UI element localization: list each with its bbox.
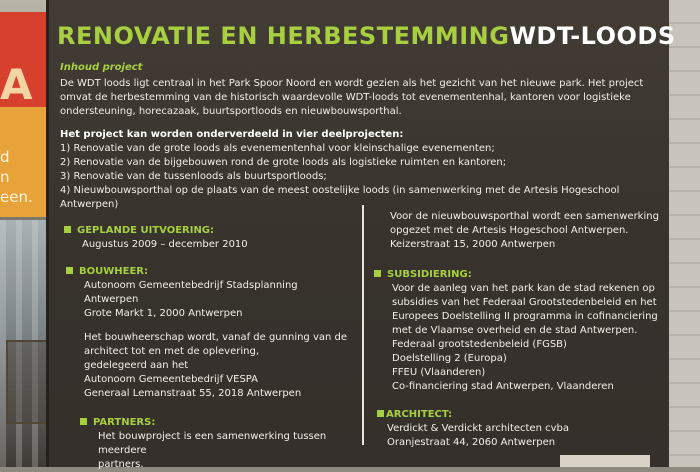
poster-big-letter: A <box>0 60 33 109</box>
section-architect <box>377 408 662 450</box>
list-item: 1) Renovatie van de grote loods als evenementenhal voor kleinschalige evenementen; <box>60 143 495 154</box>
bouwheer-para-line: gedelegeerd aan het <box>84 360 189 371</box>
inhoud-label: Inhoud project <box>60 62 143 73</box>
uitvoering-heading: GEPLANDE UITVOERING: <box>77 225 215 236</box>
architect-line: Oranjestraat 44, 2060 Antwerpen <box>387 437 556 448</box>
bouwheer-line: Antwerpen <box>84 294 139 305</box>
bullet-square <box>64 226 71 233</box>
section-subsidiering <box>374 268 664 394</box>
subsidiering-line: Federaal grootstedenbeleid (FGSB) <box>392 339 567 350</box>
poster-text <box>0 147 33 207</box>
poster-line: een. <box>0 188 33 206</box>
poster-line: n <box>0 168 10 186</box>
section-partners <box>80 416 365 472</box>
subsidiering-line: met de Vlaamse overheid en de stad Antwerpen. <box>392 325 638 336</box>
bouwheer-lines <box>84 279 361 321</box>
partners-line: Het bouwproject is een samenwerking tussen meerdere <box>98 431 327 456</box>
bouwheer-heading: BOUWHEER: <box>79 266 149 277</box>
bouwheer-para-line: Generaal Lemanstraat 55, 2018 Antwerpen <box>84 388 302 399</box>
column-divider <box>362 205 364 445</box>
poster-line: d <box>0 148 10 166</box>
section-bouwheer <box>66 265 361 401</box>
architect-line: Verdickt & Verdickt architecten cvba <box>387 423 569 434</box>
subsidiering-lines <box>392 282 664 394</box>
inhoud-text: De WDT loods ligt centraal in het Park Spoor Noord en wordt gezien als het gezicht van het nieuwe park. Het project omvat de herbestemming van de historisch waardevolle WDT-loods tot evenementenhal, kantoren voor logistieke ondersteuning, horecazaak, buurtsportloods en nieuwbouwsporthal. <box>60 78 644 117</box>
nieuwbouw-line: Keizerstraat 15, 2000 Antwerpen <box>390 239 556 250</box>
subsidiering-line: Europees Doelstelling II programma in cofinanciering <box>392 311 658 322</box>
bullet-square <box>80 418 87 425</box>
subsidiering-line: Co-financiering stad Antwerpen, Vlaanderen <box>392 381 614 392</box>
list-item: 4) Nieuwbouwsporthal op de plaats van de meest oostelijke loods (in samenwerking met de Artesis Hogeschool Antwerpen) <box>60 185 620 210</box>
board-title <box>57 22 676 50</box>
partners-lines <box>98 430 365 472</box>
bouwheer-line: Grote Markt 1, 2000 Antwerpen <box>84 308 243 319</box>
title-green: RENOVATIE EN HERBESTEMMING <box>57 22 510 50</box>
bouwheer-para-line: Het bouwheerschap wordt, vanaf de gunning van de <box>84 332 348 343</box>
bullet-square <box>66 267 73 274</box>
subsidiering-line: Doelstelling 2 (Europa) <box>392 353 507 364</box>
list-item: 2) Renovatie van de bijgebouwen rond de grote loods als logistieke ruimten en kantoren; <box>60 157 507 168</box>
uitvoering-text: Augustus 2009 – december 2010 <box>82 239 248 250</box>
bouwheer-para-line: Autonoom Gemeentebedrijf VESPA <box>84 374 259 385</box>
nieuwbouw-line: Voor de nieuwbouwsporthal wordt een samenwerking <box>390 211 659 222</box>
architect-heading: ARCHITECT: <box>386 409 453 420</box>
board-footer-strip <box>560 455 650 467</box>
deelprojecten-lead: Het project kan worden onderverdeeld in vier deelprojecten: <box>60 129 404 140</box>
subsidiering-line: subsidies van het Federaal Grootstedenbeleid en het <box>392 297 657 308</box>
bullet-square <box>377 410 384 417</box>
partners-heading: PARTNERS: <box>93 417 156 428</box>
section-nieuwbouw <box>390 210 660 252</box>
bullet-square <box>374 270 381 277</box>
nieuwbouw-line: opgezet met de Artesis Hogeschool Antwerpen. <box>390 225 629 236</box>
partners-line: partners. <box>98 459 144 470</box>
subsidiering-heading: SUBSIDIERING: <box>387 269 472 280</box>
subsidiering-line: FFEU (Vlaanderen) <box>392 367 486 378</box>
architect-lines <box>387 422 662 450</box>
deelprojecten-list <box>60 142 655 212</box>
subsidiering-line: Voor de aanleg van het park kan de stad rekenen op <box>392 283 655 294</box>
bouwheer-line: Autonoom Gemeentebedrijf Stadsplanning <box>84 280 298 291</box>
title-white: WDT-LOODS <box>509 22 676 50</box>
bouwheer-para-line: architect tot en met de oplevering, <box>84 346 260 357</box>
list-item: 3) Renovatie van de tussenloods als buurtsportloods; <box>60 171 327 182</box>
bouwheer-para <box>84 331 361 401</box>
section-uitvoering <box>64 224 354 252</box>
